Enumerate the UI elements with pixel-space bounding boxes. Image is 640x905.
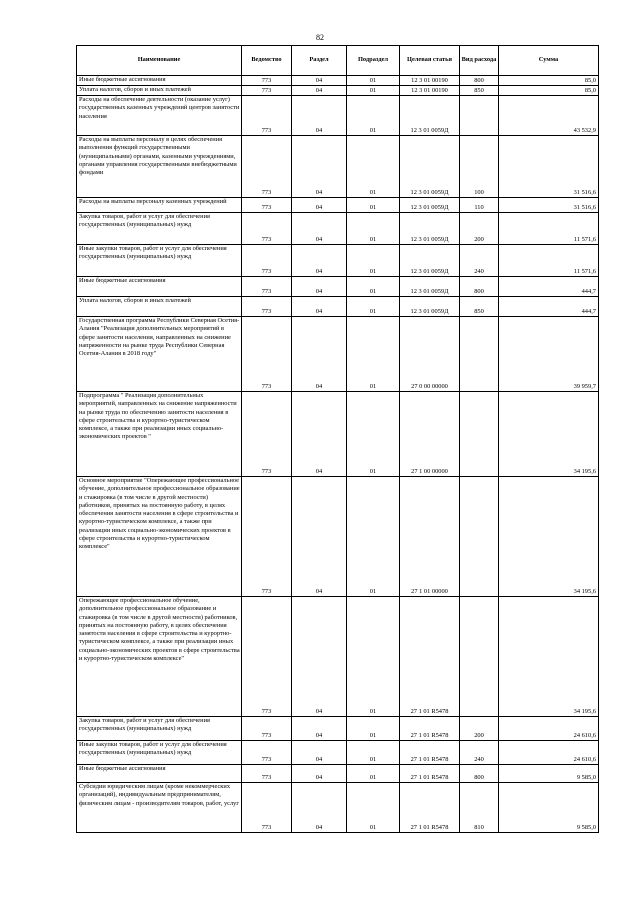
row-sum: 34 195,6 [499,477,599,597]
table-row [77,392,599,477]
row-name: Закупка товаров, работ и услуг для обеспечения государственных (муниципальных) нужд [77,213,242,245]
row-name: Закупка товаров, работ и услуг для обеспечения государственных (муниципальных) нужд [77,717,242,741]
row-section: 04 [292,245,347,277]
row-kind [460,317,499,392]
row-subsection: 01 [347,392,400,477]
row-kind: 810 [460,783,499,833]
row-subsection: 01 [347,317,400,392]
row-target: 12 3 01 0059Д [400,245,460,277]
page-number: 82 [316,33,324,42]
row-subsection: 01 [347,597,400,717]
row-sum: 85,0 [499,76,599,86]
row-dept: 773 [242,477,292,597]
row-name: Основное мероприятие "Опережающее профессиональное обучение, дополнительное профессиональное образование и стажировка (в том числе в другой местности) работников, принятых на постоянную работу, в целях обеспечения занятости населения в сфере строительства и курортно-туристическом комплексе, а также при реализации иных социально-экономических проектов в сфере строительства и курортно-туристическом комплексе" [77,477,242,597]
table-row [77,76,599,86]
row-section: 04 [292,741,347,765]
row-sum: 11 571,6 [499,213,599,245]
row-sum: 444,7 [499,277,599,297]
table-row [77,297,599,317]
row-target: 12 3 01 0059Д [400,297,460,317]
row-target: 12 3 01 0059Д [400,96,460,136]
row-dept: 773 [242,717,292,741]
row-subsection: 01 [347,477,400,597]
row-kind: 240 [460,245,499,277]
row-section: 04 [292,392,347,477]
row-target: 27 1 01 R5478 [400,741,460,765]
row-name: Уплата налогов, сборов и иных платежей [77,297,242,317]
table-row [77,245,599,277]
row-section: 04 [292,76,347,86]
row-target: 27 1 01 00000 [400,477,460,597]
row-name: Опережающее профессиональное обучение, дополнительное профессиональное образование и стажировка (в том числе в другой местности) работников, принятых на постоянную работу, в целях обеспечения занятости населения в сфере строительства и курортно-туристическом комплексе, а также при реализации иных социально-экономических проектов в сфере строительства и курортно-туристическом комплексе" [77,597,242,717]
row-section: 04 [292,477,347,597]
row-target: 12 3 01 00190 [400,76,460,86]
row-sum: 11 571,6 [499,245,599,277]
table-row [77,136,599,198]
row-subsection: 01 [347,783,400,833]
row-target: 27 1 01 R5478 [400,597,460,717]
row-subsection: 01 [347,765,400,783]
row-section: 04 [292,96,347,136]
row-dept: 773 [242,213,292,245]
row-sum: 34 195,6 [499,597,599,717]
col-header-sum: Сумма [499,46,599,76]
col-header-dept: Ведомство [242,46,292,76]
row-dept: 773 [242,741,292,765]
row-dept: 773 [242,277,292,297]
row-subsection: 01 [347,245,400,277]
table-row [77,477,599,597]
row-dept: 773 [242,86,292,96]
row-dept: 773 [242,136,292,198]
row-target: 12 3 01 0059Д [400,136,460,198]
row-kind: 800 [460,765,499,783]
row-kind: 240 [460,741,499,765]
table-row [77,783,599,833]
table-row [77,213,599,245]
row-kind [460,392,499,477]
row-sum: 24 610,6 [499,717,599,741]
row-name: Иные бюджетные ассигнования [77,76,242,86]
row-dept: 773 [242,76,292,86]
col-header-target: Целевая статья [400,46,460,76]
row-target: 12 3 01 0059Д [400,277,460,297]
row-kind: 850 [460,86,499,96]
row-section: 04 [292,86,347,96]
row-kind: 800 [460,76,499,86]
table-row [77,765,599,783]
row-dept: 773 [242,96,292,136]
row-name: Иные бюджетные ассигнования [77,277,242,297]
table-row [77,96,599,136]
row-target: 12 3 01 0059Д [400,213,460,245]
row-name: Иные бюджетные ассигнования [77,765,242,783]
row-kind: 100 [460,136,499,198]
row-target: 27 1 01 R5478 [400,717,460,741]
row-kind [460,96,499,136]
table-row [77,86,599,96]
row-kind [460,597,499,717]
row-name: Расходы на выплаты персоналу в целях обеспечения выполнения функций государственными (муниципальными) органами, казенными учреждениями, органами управления государственными внебюджетными фондами [77,136,242,198]
row-subsection: 01 [347,136,400,198]
row-sum: 444,7 [499,297,599,317]
row-dept: 773 [242,392,292,477]
col-header-subsection: Подраздел [347,46,400,76]
col-header-name: Наименование [77,46,242,76]
row-section: 04 [292,765,347,783]
row-dept: 773 [242,245,292,277]
row-section: 04 [292,297,347,317]
row-kind: 200 [460,717,499,741]
row-dept: 773 [242,597,292,717]
row-dept: 773 [242,297,292,317]
row-section: 04 [292,597,347,717]
row-name: Расходы на обеспечение деятельности (оказание услуг) государственных казенных учреждений центров занятости населения [77,96,242,136]
row-name: Государственная программа Республики Северная Осетия-Алания "Реализация дополнительных мероприятий в сфере занятости населения, направленных на снижение напряженности на рынке труда Республики Северная Осетия-Алания в 2018 году" [77,317,242,392]
row-name: Субсидии юридическим лицам (кроме некоммерческих организаций), индивидуальным предпринимателям, физическим лицам - производителям товаров, работ, услуг [77,783,242,833]
row-target: 27 0 00 00000 [400,317,460,392]
row-name: Иные закупки товаров, работ и услуг для обеспечения государственных (муниципальных) нужд [77,245,242,277]
row-dept: 773 [242,783,292,833]
table-header [77,46,599,76]
row-section: 04 [292,213,347,245]
row-target: 12 3 01 0059Д [400,198,460,213]
row-subsection: 01 [347,76,400,86]
row-section: 04 [292,136,347,198]
row-sum: 39 959,7 [499,317,599,392]
row-kind: 850 [460,297,499,317]
row-target: 27 1 01 R5478 [400,783,460,833]
budget-table [76,45,599,833]
row-sum: 85,0 [499,86,599,96]
row-subsection: 01 [347,96,400,136]
row-section: 04 [292,198,347,213]
col-header-kind: Вид расхода [460,46,499,76]
row-kind: 800 [460,277,499,297]
row-kind [460,477,499,597]
row-section: 04 [292,277,347,297]
row-name: Уплата налогов, сборов и иных платежей [77,86,242,96]
table-row [77,198,599,213]
row-name: Расходы на выплаты персоналу казенных учреждений [77,198,242,213]
col-header-section: Раздел [292,46,347,76]
table-row [77,717,599,741]
row-sum: 31 516,6 [499,136,599,198]
table-row [77,597,599,717]
row-name: Подпрограмма " Реализация дополнительных мероприятий, направленных на снижение напряженности на рынке труда по обеспечению занятости населения в сфере строительства и курортно-туристическом комплексе, а также при реализации иных социально-экономических проектов " [77,392,242,477]
row-name: Иные закупки товаров, работ и услуг для обеспечения государственных (муниципальных) нужд [77,741,242,765]
row-subsection: 01 [347,297,400,317]
row-sum: 43 532,9 [499,96,599,136]
row-kind: 110 [460,198,499,213]
row-section: 04 [292,717,347,741]
row-subsection: 01 [347,741,400,765]
row-target: 12 3 01 00190 [400,86,460,96]
row-sum: 9 585,0 [499,783,599,833]
table-row [77,277,599,297]
row-subsection: 01 [347,213,400,245]
row-subsection: 01 [347,86,400,96]
row-dept: 773 [242,765,292,783]
row-sum: 31 516,6 [499,198,599,213]
row-kind: 200 [460,213,499,245]
table-row [77,317,599,392]
row-sum: 34 195,6 [499,392,599,477]
row-subsection: 01 [347,277,400,297]
row-subsection: 01 [347,717,400,741]
row-sum: 24 610,6 [499,741,599,765]
row-section: 04 [292,317,347,392]
table-row [77,741,599,765]
row-subsection: 01 [347,198,400,213]
row-dept: 773 [242,198,292,213]
row-dept: 773 [242,317,292,392]
row-sum: 9 585,0 [499,765,599,783]
row-section: 04 [292,783,347,833]
row-target: 27 1 01 R5478 [400,765,460,783]
row-target: 27 1 00 00000 [400,392,460,477]
